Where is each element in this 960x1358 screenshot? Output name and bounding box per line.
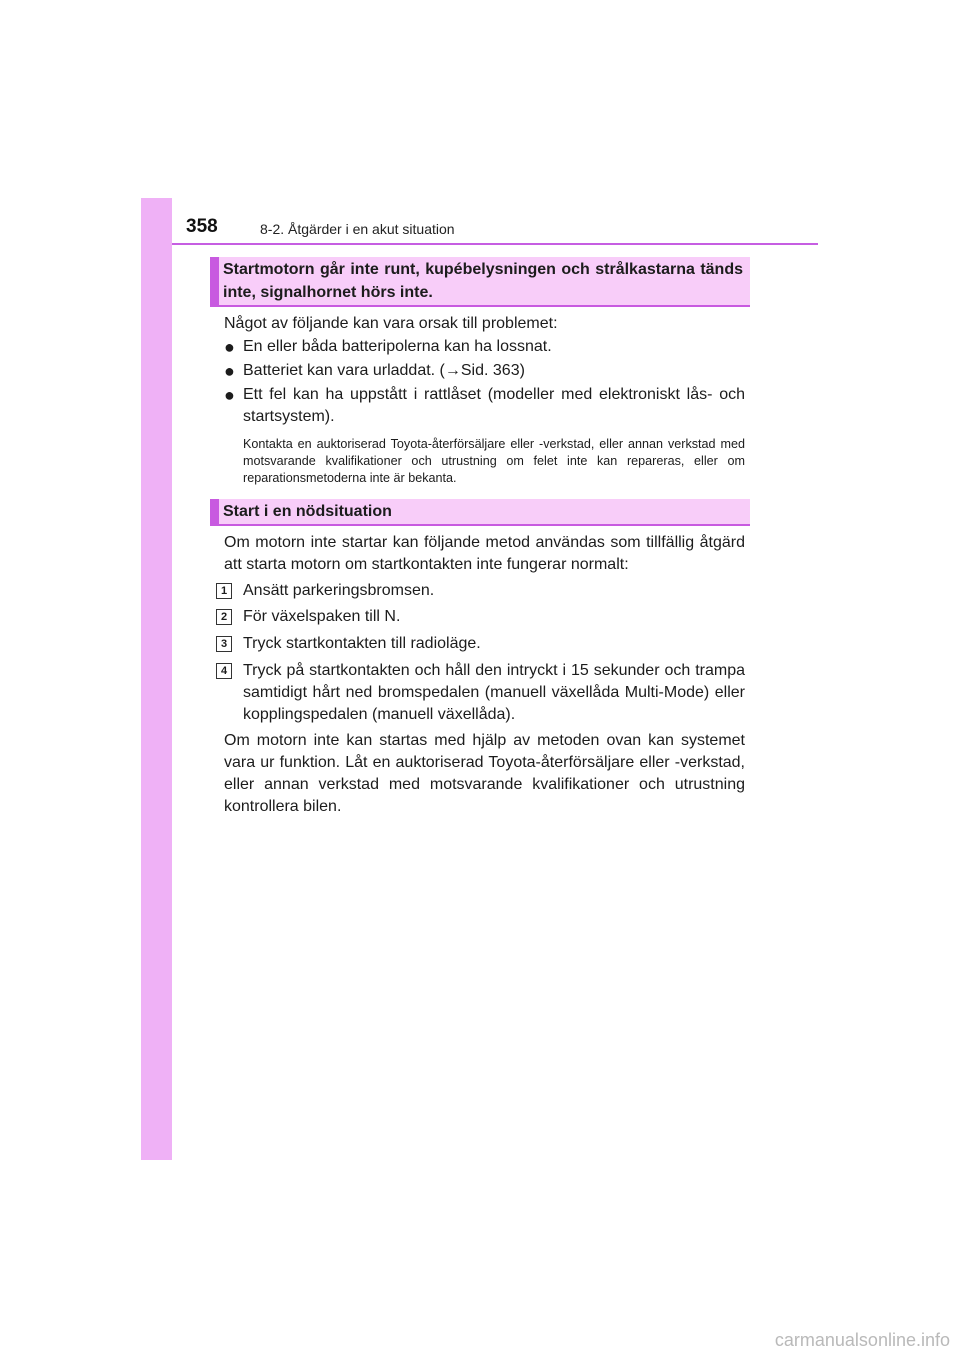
step-number-badge: 4 [216, 663, 232, 679]
chapter-sidebar-tab [141, 198, 172, 1160]
step-text: Tryck på startkontakten och håll den intryckt i 15 sekunder och trampa samtidigt hårt ned bromspedalen (manuell växellåda Multi-Mode) eller kopplingspedalen (manuell växellåda). [243, 662, 745, 723]
watermark: carmanualsonline.info [774, 1330, 950, 1350]
section-heading-text: Startmotorn går inte runt, kupébelysningen och strålkastarna tänds inte, signalhornet hörs inte. [223, 261, 743, 301]
list-item [224, 384, 745, 428]
step-item [216, 580, 745, 602]
emergency-outro: Om motorn inte kan startas med hjälp av metoden ovan kan systemet vara ur funktion. Låt en auktoriserad Toyota-återförsäljare eller -verkstad, eller annan verkstad med motsvarande kvalifikationer och utrustning kontrollera bilen. [224, 732, 745, 815]
step-text: Tryck startkontakten till radioläge. [243, 635, 481, 652]
step-number-badge: 2 [216, 609, 232, 625]
step-item [216, 660, 745, 726]
section-heading-starter [210, 257, 750, 307]
problem-intro: Något av följande kan vara orsak till problemet: [224, 315, 558, 332]
page-number: 358 [186, 216, 218, 237]
header-divider [172, 243, 818, 245]
list-item [224, 336, 745, 358]
service-note: Kontakta en auktoriserad Toyota-återförsäljare eller -verkstad, eller annan verkstad med motsvarande kvalifikationer och utrustning om felet inte kan repareras, eller om reparationsmetoderna inte är bekanta. [243, 437, 745, 485]
bullet-icon: ● [224, 385, 235, 405]
list-item-text: Batteriet kan vara urladdat. (→Sid. 363) [243, 362, 525, 379]
section-heading-emergency-start [210, 499, 750, 526]
chapter-title: 8-2. Åtgärder i en akut situation [260, 221, 455, 237]
list-item-text: Ett fel kan ha uppstått i rattlåset (modeller med elektroniskt lås- och startsystem). [243, 386, 745, 425]
step-number-badge: 1 [216, 583, 232, 599]
step-text: För växelspaken till N. [243, 608, 401, 625]
emergency-intro: Om motorn inte startar kan följande metod användas som tillfällig åtgärd att starta motorn om startkontakten inte fungerar normalt: [224, 534, 745, 573]
section-heading-text: Start i en nödsituation [223, 503, 392, 520]
step-item [216, 633, 745, 655]
bullet-icon: ● [224, 361, 235, 381]
step-item [216, 606, 745, 628]
list-item [224, 360, 745, 382]
bullet-icon: ● [224, 337, 235, 357]
step-text: Ansätt parkeringsbromsen. [243, 582, 435, 599]
step-number-badge: 3 [216, 636, 232, 652]
list-item-text: En eller båda batteripolerna kan ha lossnat. [243, 338, 552, 355]
